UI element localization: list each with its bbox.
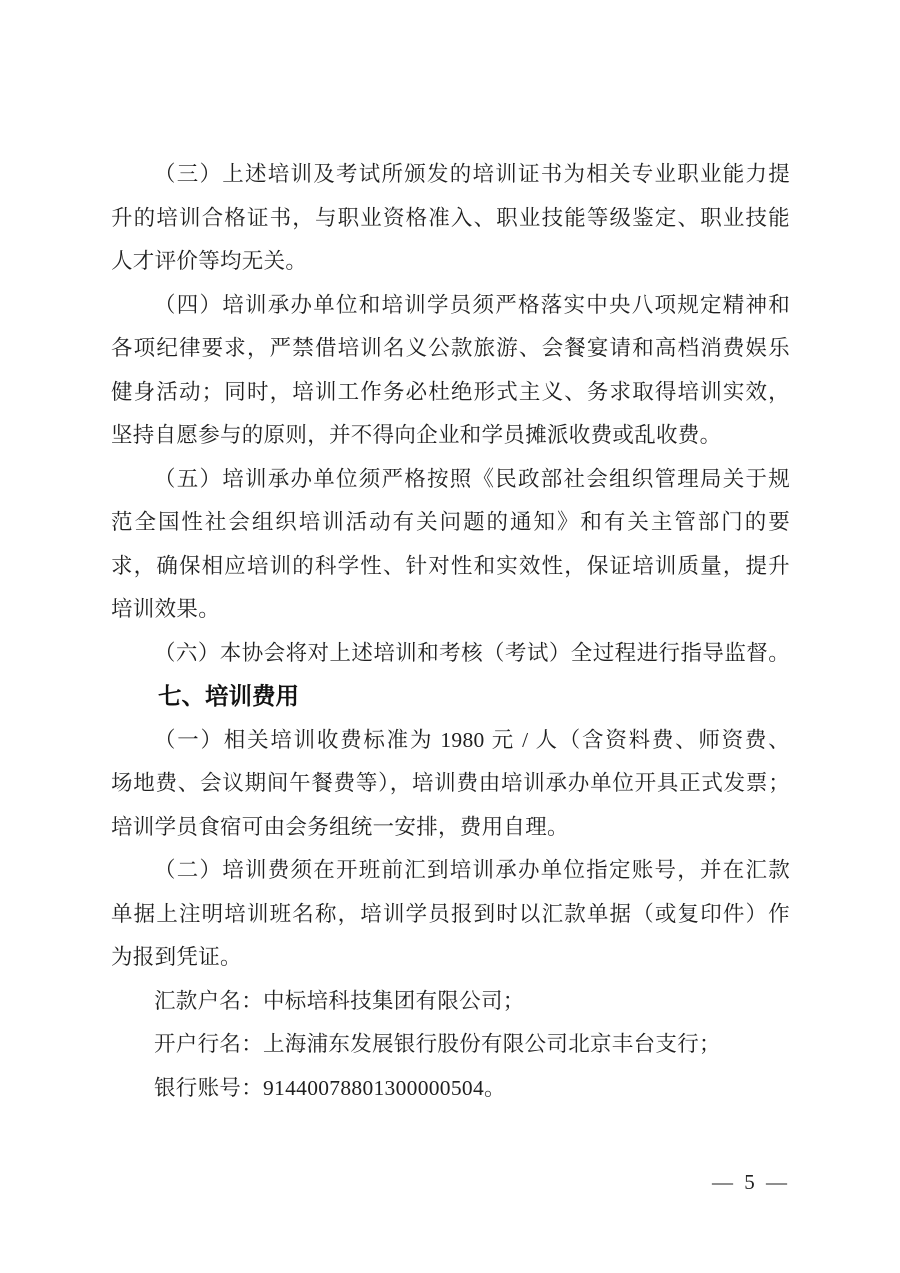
text-line: （三）上述培训及考试所颁发的培训证书为相关专业职业能力提 xyxy=(154,162,790,186)
page-number: — 5 — xyxy=(712,1170,790,1194)
text-line: （五）培训承办单位须严格按照《民政部社会组织管理局关于规 xyxy=(154,466,790,491)
paragraph-item-3 xyxy=(111,153,790,284)
paragraph-item-5 xyxy=(111,458,790,632)
paragraph-item-6 xyxy=(111,632,790,676)
bank-branch-name-line xyxy=(111,1023,790,1067)
text-line: 健身活动；同时，培训工作务必杜绝形式主义、务求取得培训实效， xyxy=(111,379,790,404)
text-line: 场地费、会议期间午餐费等），培训费由培训承办单位开具正式发票； xyxy=(111,771,790,795)
text-line: 培训效果。 xyxy=(111,597,221,621)
section-heading-training-fees: 七、培训费用 xyxy=(158,683,299,709)
text-line: （一）相关培训收费标准为 1980 元 / 人（含资料费、师资费、 xyxy=(154,727,790,752)
text-line: 求，确保相应培训的科学性、针对性和实效性，保证培训质量，提升 xyxy=(111,553,790,578)
text-line: 开户行名：上海浦东发展银行股份有限公司北京丰台支行； xyxy=(154,1032,721,1056)
text-line: 范全国性社会组织培训活动有关问题的通知》和有关主管部门的要 xyxy=(111,510,790,534)
document-body xyxy=(111,153,790,1110)
paragraph-item-4 xyxy=(111,284,790,458)
remittance-account-name-line xyxy=(111,980,790,1024)
text-line: （六）本协会将对上述培训和考核（考试）全过程进行指导监督。 xyxy=(154,640,790,665)
text-line: 为报到凭证。 xyxy=(111,945,242,969)
bank-account-number-line xyxy=(111,1067,790,1111)
text-line: 坚持自愿参与的原则，并不得向企业和学员摊派收费或乱收费。 xyxy=(111,423,722,447)
page-footer xyxy=(712,1167,790,1197)
text-line: 人才评价等均无关。 xyxy=(111,249,308,273)
text-line: 单据上注明培训班名称，培训学员报到时以汇款单据（或复印件）作 xyxy=(111,901,790,926)
text-line: 银行账号：91440078801300000504。 xyxy=(154,1075,506,1100)
text-line: 各项纪律要求，严禁借培训名义公款旅游、会餐宴请和高档消费娱乐 xyxy=(111,336,790,360)
text-line: 汇款户名：中标培科技集团有限公司； xyxy=(154,988,525,1013)
text-line: （二）培训费须在开班前汇到培训承办单位指定账号，并在汇款 xyxy=(154,858,790,882)
text-line: （四）培训承办单位和培训学员须严格落实中央八项规定精神和 xyxy=(154,292,790,317)
paragraph-fee-item-1 xyxy=(111,719,790,850)
text-line: 升的培训合格证书，与职业资格准入、职业技能等级鉴定、职业技能 xyxy=(111,205,790,230)
paragraph-fee-item-2 xyxy=(111,849,790,980)
text-line: 培训学员食宿可由会务组统一安排，费用自理。 xyxy=(111,814,569,839)
